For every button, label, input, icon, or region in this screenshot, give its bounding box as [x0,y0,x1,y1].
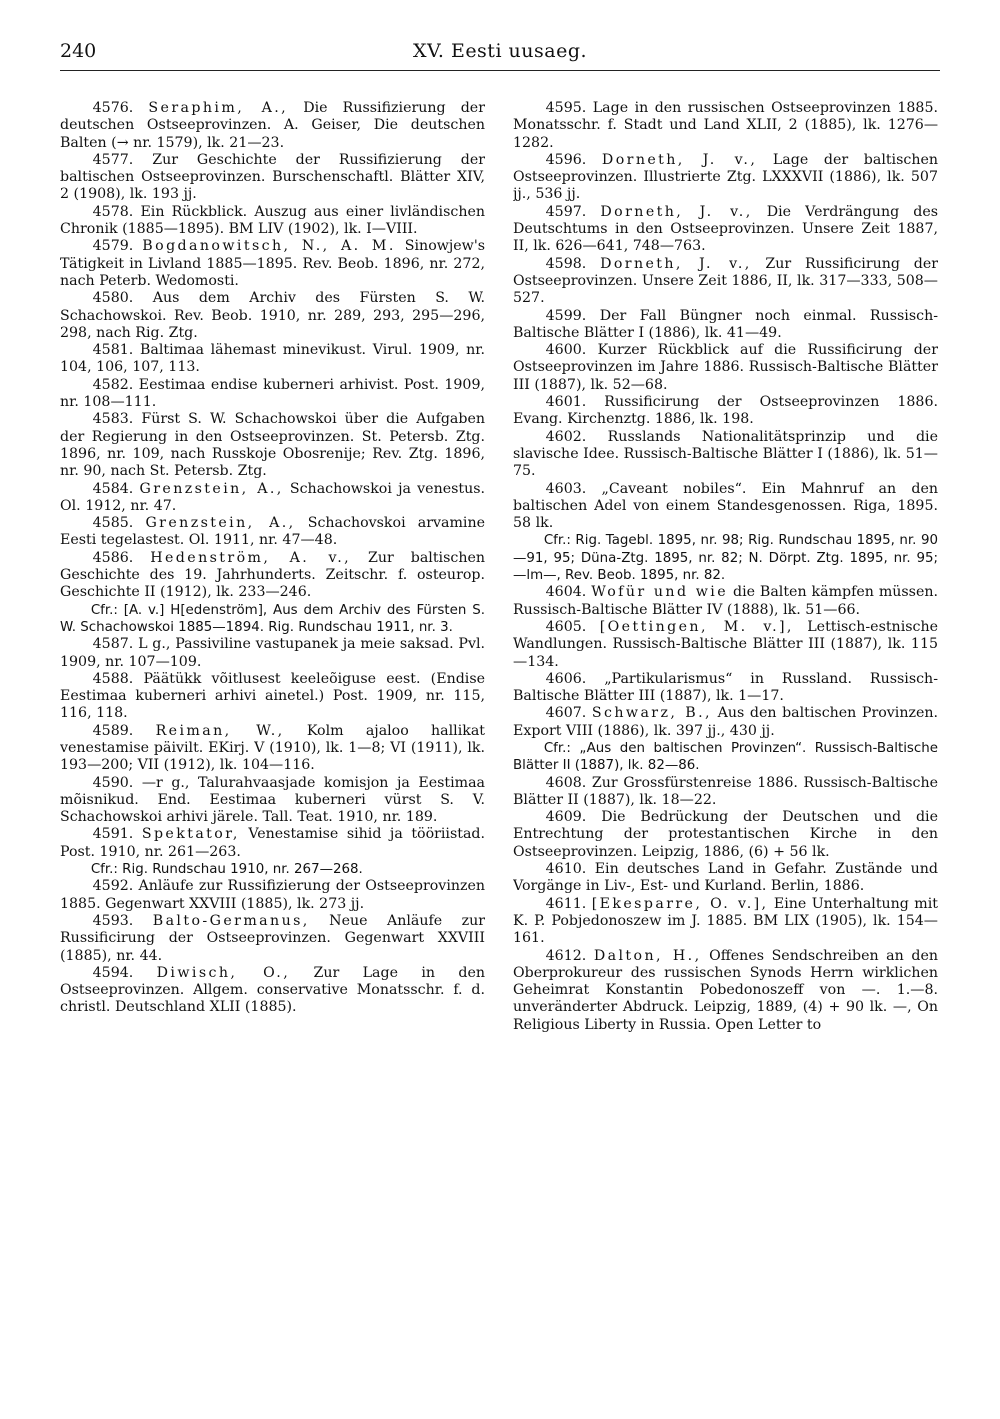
entry-number: 4581. [92,342,134,359]
bibliography-entry [60,550,485,602]
left-column [60,100,485,1390]
entry-number: 4595. [545,100,587,116]
entry-number: 4585. [92,515,134,532]
entry-author: Wofür und wie [591,584,729,601]
entry-number: 4612. [545,947,587,964]
header-rule [60,70,940,71]
entry-text: Der Fall Büngner noch einmal. Russisch-Baltische Blätter I (1886), lk. 41—49. [513,307,938,341]
entry-number: 4576. [92,100,134,116]
bibliography-entry [513,775,938,810]
entry-text: Eestimaa endise kuberneri arhivist. Post. 1909, nr. 108—111. [60,376,485,411]
entry-text: Ein Rückblick. Auszug aus einer livländischen Chronik (1885—1895). BM LIV (1902), lk. I—VIII. [60,203,485,238]
entry-text: Zur Geschichte der Russifizierung der baltischen Ostseeprovinzen. Burschenschaftl. Blätter XIV, 2 (1908), lk. 193 jj. [60,151,485,203]
entry-number: 4588. [92,670,134,687]
entry-number: 4599. [545,307,587,324]
entry-text: Aus den baltischen Provinzen. Export VIII (1886), lk. 397 jj., 430 jj. [513,705,938,739]
entry-number: 4584. [92,480,134,497]
entry-number: 4598. [545,255,587,272]
bibliography-entry [513,204,938,256]
entry-number: 4605. [545,618,587,635]
entry-number: 4592. [92,878,134,895]
entry-cross-reference: Cfr.: Rig. Tagebl. 1895, nr. 98; Rig. Rundschau 1895, nr. 90—91, 95; Düna-Ztg. 1895, nr. 82; N. Dörpt. Ztg. 1895, nr. 95; —lm—, Rev. Beob. 1895, nr. 82. [513,533,938,584]
entry-text: —r g., Talurahvaasjade komisjon ja Eestimaa mõisnikud. End. Eestimaa kuberneri vürst S. V. Schachowskoi arhivi järele. Tall. Teat. 1910, nr. 189. [60,774,485,826]
bibliography-entry [513,619,938,671]
right-column [513,100,938,1390]
entry-number: 4606. [545,670,587,687]
entry-cross-reference: Cfr.: Rig. Rundschau 1910, nr. 267—268. [90,862,363,878]
entry-author: Reiman, W., [155,722,285,739]
entry-number: 4596. [545,151,587,168]
bibliography-entry [513,429,938,481]
entry-number: 4608. [545,774,587,791]
bibliography-entry [60,878,485,913]
entry-number: 4597. [545,203,587,220]
bibliography-entry [513,584,938,619]
entry-text: Zur baltischen Geschichte des 19. Jahrhunderts. Zeitschr. f. osteurop. Geschichte II (1912), lk. 233—246. [60,549,485,601]
entry-text: Die Verdrängung des Deutschtums in den Ostseeprovinzen. Unsere Zeit 1887, II, lk. 626—641, 748—763. [513,203,938,255]
entry-number: 4587. [92,636,134,653]
bibliography-entry [513,481,938,533]
entry-text: Lage der baltischen Ostseeprovinzen. Illustrierte Ztg. LXXXVII (1886), lk. 507 jj., 536 jj. [513,151,938,203]
entry-text: Fürst S. W. Schachowskoi über die Aufgaben der Regierung in den Ostseeprovinzen. St. Petersb. Ztg. 1896, nr. 109, nach Russkoje Obosrenije; Rev. Ztg. 1896, nr. 90, nach St. Petersb. Ztg. [60,411,485,480]
bibliography-entry [60,411,485,480]
entry-author: Seraphim, A., [148,100,289,116]
entry-cross-reference: Cfr.: „Aus den baltischen Provinzen“. Russisch-Baltische Blätter II (1887), lk. 82—86. [513,740,938,774]
entry-number: 4603. [545,480,587,497]
bibliography-entry [513,152,938,204]
entry-number: 4580. [92,290,134,307]
entry-number: 4607. [545,705,587,722]
entry-author: Diwisch, O., [156,964,291,981]
entry-author: Dorneth, J. v., [600,255,752,272]
bibliography-entry [60,100,485,152]
bibliography-entry [60,481,485,516]
bibliography-entry [60,775,485,827]
page-header [60,38,940,70]
entry-text: Päätükk võitlusest keeleõiguse eest. (Endise Eestimaa kuberneri arhivi ainetel.) Post. 1909, nr. 115, 116, 118. [60,670,485,722]
entry-text: Zur Grossfürstenreise 1886. Russisch-Baltische Blätter II (1887), lk. 18—22. [513,774,938,808]
bibliography-entry [60,152,485,204]
entry-text: Die Bedrückung der Deutschen und die Entrechtung der protestantischen Kirche in den Ostseeprovinzen. Leipzig, 1886, (6) + 56 lk. [513,809,938,860]
entry-text: L g., Passiviline vastupanek ja meie saksad. Pvl. 1909, nr. 107—109. [60,636,485,670]
entry-number: 4602. [545,428,587,445]
running-title: XV. Eesti uusaeg. [412,40,588,62]
entry-text: Sinowjew's Tätigkeit in Livland 1885—1895. Rev. Beob. 1896, nr. 272, nach Peterb. Wedomosti. [60,238,485,289]
bibliography-entry [60,238,485,290]
entry-text: Russlands Nationalitätsprinzip und die slavische Idee. Russisch-Baltische Blätter I (1886), lk. 51—75. [513,428,938,480]
entry-author: Schwarz, B., [591,705,712,722]
entry-text: „Caveant nobiles“. Ein Mahnruf an den baltischen Adel von einem Standesgenossen. Riga, 1895. 58 lk. [513,480,938,532]
bibliography-entry [60,377,485,412]
entry-author: Dalton, H., [593,947,702,964]
entry-author: Grenzstein, A., [145,515,296,532]
entry-author: Dorneth, J. v., [601,151,758,168]
entry-text: Schachovskoi arvamine Eesti tegelastest. Ol. 1911, nr. 47—48. [60,515,485,549]
entry-author: Spektator, [141,826,240,843]
bibliography-entry [513,671,938,706]
entry-number: 4609. [545,809,587,826]
entry-number: 4604. [545,584,587,601]
bibliography-entry [513,100,938,152]
entry-number: 4577. [92,151,134,168]
bibliography-entry [60,290,485,342]
bibliography-entry [513,342,938,394]
entry-author: Dorneth, J. v., [600,203,753,220]
entry-text: Venestamise sihid ja tööriistad. Post. 1910, nr. 261—263. [60,826,485,860]
entry-text: Ein deutsches Land in Gefahr. Zustände und Vorgänge in Liv-, Est- und Kurland. Berlin, 1886. [513,861,938,895]
entry-cross-reference: Cfr.: [A. v.] H[edenström], Aus dem Archiv des Fürsten S. W. Schachowskoi 1885—1894. Rig. Rundschau 1911, nr. 3. [60,602,485,635]
entry-number: 4601. [545,394,587,411]
entry-text: Russificirung der Ostseeprovinzen 1886. Evang. Kirchenztg. 1886, lk. 198. [513,394,938,428]
bibliography-entry [60,826,485,861]
bibliography-entry [60,342,485,377]
bibliography-entry [60,204,485,239]
bibliography-entry [60,723,485,775]
entry-author: [Ekesparre, O. v.], [591,895,769,912]
bibliography-entry [60,965,485,1017]
entry-text: Kolm ajaloo hallikat venestamise päivilt. EKirj. V (1910), lk. 1—8; VI (1911), lk. 193—200; VII (1912), lk. 104—116. [60,722,485,774]
entry-number: 4582. [92,376,134,393]
entry-number: 4600. [545,342,587,359]
bibliography-entry [513,809,938,861]
entry-number: 4589. [92,722,134,739]
entry-number: 4611. [545,895,587,912]
entry-author: Balto-Germanus, [152,912,310,929]
entry-text: Kurzer Rückblick auf die Russificirung der Ostseeprovinzen im Jahre 1886. Russisch-Baltische Blätter III (1887), lk. 52—68. [513,342,938,393]
entry-number: 4586. [92,549,134,566]
entry-author: [Oettingen, M. v.], [599,618,794,635]
bibliography-entry [513,308,938,343]
bibliography-entry [60,913,485,965]
bibliography-entry [513,896,938,948]
entry-author: Hedenström, A. v., [150,549,352,566]
entry-text: Offenes Sendschreiben an den Oberprokureur des russischen Synods Herrn wirklichen Geheimrat Konstantin Pobedonoszeff von —. 1.—8. unveränderter Abdruck. Leipzig, 1889, (4) + 90 lk. —, On Religious Liberty in Russia. Open Letter to [513,947,938,1033]
bibliography-entry [60,671,485,723]
entry-text: die Balten kämpfen müssen. Russisch-Baltische Blätter IV (1888), lk. 51—66. [513,584,938,618]
bibliography-entry [513,256,938,308]
entry-text: Eine Unterhaltung mit K. P. Pobjedonoszew im J. 1885. BM LIX (1905), lk. 154—161. [513,895,938,947]
bibliography-entry [60,515,485,550]
bibliography-entry [513,948,938,1034]
entry-author: Bogdanowitsch, N., A. M. [142,238,396,255]
entry-text: „Partikularismus“ in Russland. Russisch-Baltische Blätter III (1887), lk. 1—17. [513,670,938,705]
bibliography-entry [60,636,485,671]
entry-number: 4578. [92,203,134,220]
bibliography-entry [513,705,938,740]
entry-text: Die Russifizierung der deutschen Ostseeprovinzen. A. Geiser, Die deutschen Balten (→ nr. 1579), lk. 21—23. [60,100,485,151]
entry-text: Schachowskoi ja venestus. Ol. 1912, nr. 47. [60,480,485,514]
entry-text: Neue Anläufe zur Russificirung der Ostseeprovinzen. Gegenwart XXVIII (1885), nr. 44. [60,912,485,964]
entry-number: 4591. [92,826,134,843]
page-number: 240 [60,40,97,62]
entry-number: 4579. [92,238,134,255]
entry-number: 4594. [92,964,134,981]
entry-number: 4593. [92,912,134,929]
bibliography-entry [513,394,938,429]
entry-number: 4610. [545,861,587,878]
entry-number: 4590. [92,774,134,791]
entry-text: Aus dem Archiv des Fürsten S. W. Schachowskoi. Rev. Beob. 1910, nr. 289, 293, 295—296, 298, nach Rig. Ztg. [60,290,485,341]
entry-text: Lettisch-estnische Wandlungen. Russisch-Baltische Blätter III (1887), lk. 115—134. [513,618,938,670]
entry-text: Anläufe zur Russifizierung der Ostseeprovinzen 1885. Gegenwart XXVIII (1885), lk. 273 jj. [60,878,485,912]
entry-text: Zur Russificirung der Ostseeprovinzen. Unsere Zeit 1886, II, lk. 317—333, 508—527. [513,255,938,307]
entry-text: Zur Lage in den Ostseeprovinzen. Allgem. conservative Monatsschr. f. d. christl. Deutschland XLII (1885). [60,964,485,1016]
entry-text: Baltimaa lähemast minevikust. Virul. 1909, nr. 104, 106, 107, 113. [60,342,485,376]
entry-text: Lage in den russischen Ostseeprovinzen 1885. Monatsschr. f. Stadt und Land XLII, 2 (1885), lk. 1276—1282. [513,100,938,151]
entry-number: 4583. [92,411,134,428]
bibliography-entry [513,861,938,896]
entry-author: Grenzstein, A., [139,480,284,497]
